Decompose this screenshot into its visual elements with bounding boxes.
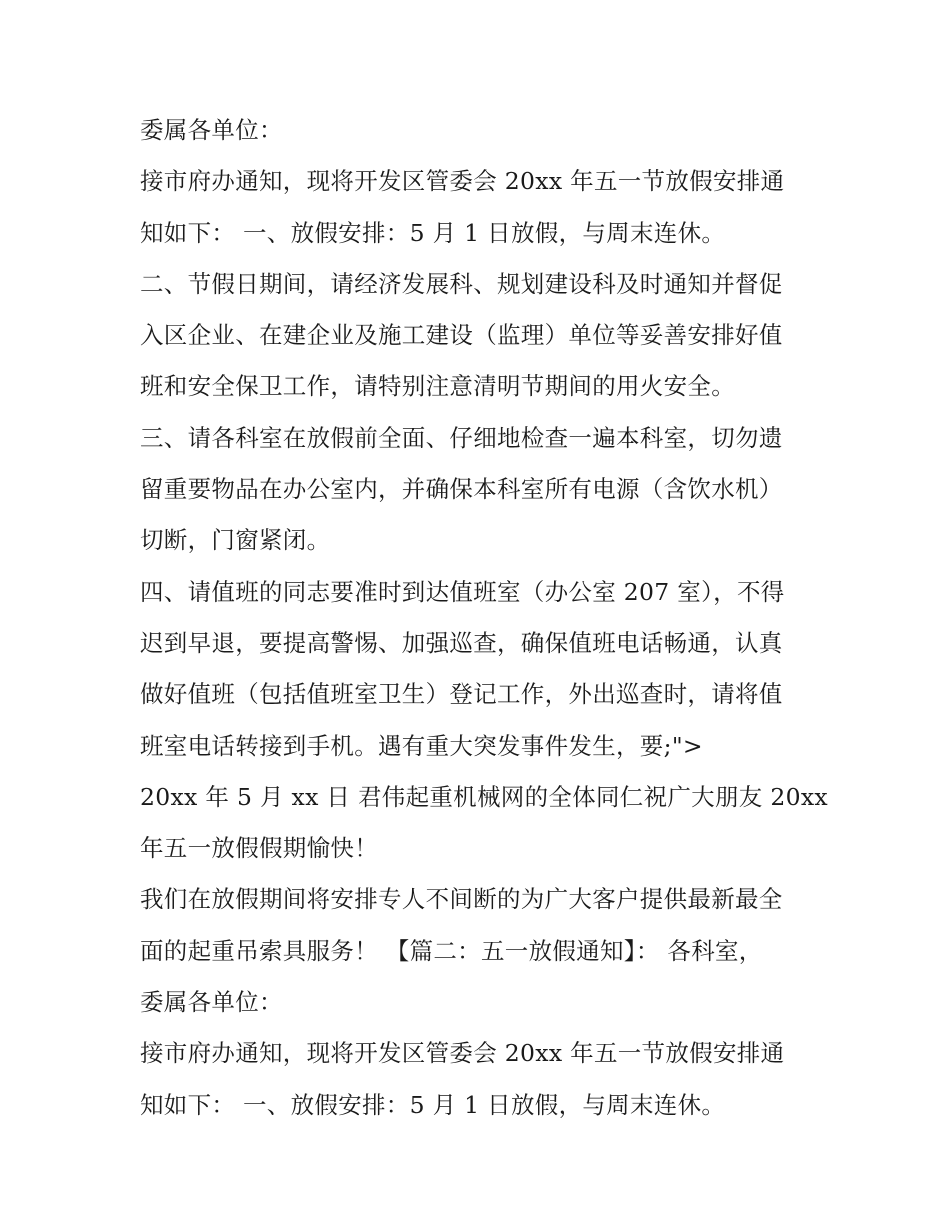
text-line: 知如下： 一、放假安排：5 月 1 日放假，与周末连休。 xyxy=(140,1090,726,1119)
text-line: 年五一放假假期愉快！ xyxy=(140,834,378,863)
text-line: 四、请值班的同志要准时到达值班室（办公室 207 室），不得 xyxy=(140,577,785,606)
text-line: 迟到早退，要提高警惕、加强巡查，确保值班电话畅通，认真 xyxy=(140,628,783,657)
text-line: 留重要物品在办公室内，并确保本科室所有电源（含饮水机） xyxy=(140,475,783,504)
text-line: 入区企业、在建企业及施工建设（监理）单位等妥善安排好值 xyxy=(140,321,783,350)
text-line: 委属各单位： xyxy=(140,116,283,144)
text-line: 做好值班（包括值班室卫生）登记工作，外出巡查时，请将值 xyxy=(140,680,783,709)
text-line: 接市府办通知，现将开发区管委会 20xx 年五一节放假安排通 xyxy=(140,1039,785,1068)
text-line: 班室电话转接到手机。遇有重大突发事件发生，要;"> xyxy=(140,731,703,760)
text-line: 知如下： 一、放假安排：5 月 1 日放假，与周末连休。 xyxy=(140,218,726,247)
text-line: 面的起重吊索具服务！ 【篇二：五一放假通知】： 各科室， xyxy=(140,936,763,965)
text-line: 20xx 年 5 月 xx 日 君伟起重机械网的全体同仁祝广大朋友 20xx xyxy=(140,782,828,811)
text-line: 班和安全保卫工作，请特别注意清明节期间的用火安全。 xyxy=(140,372,735,401)
text-line: 我们在放假期间将安排专人不间断的为广大客户提供最新最全 xyxy=(140,885,783,914)
text-line: 委属各单位： xyxy=(140,988,283,1017)
text-line: 接市府办通知，现将开发区管委会 20xx 年五一节放假安排通 xyxy=(140,167,785,196)
text-line: 切断，门窗紧闭。 xyxy=(140,526,331,555)
text-line: 二、节假日期间，请经济发展科、规划建设科及时通知并督促 xyxy=(140,269,783,298)
document-body xyxy=(140,107,828,1133)
text-line: 三、请各科室在放假前全面、仔细地检查一遍本科室，切勿遗 xyxy=(140,423,783,452)
